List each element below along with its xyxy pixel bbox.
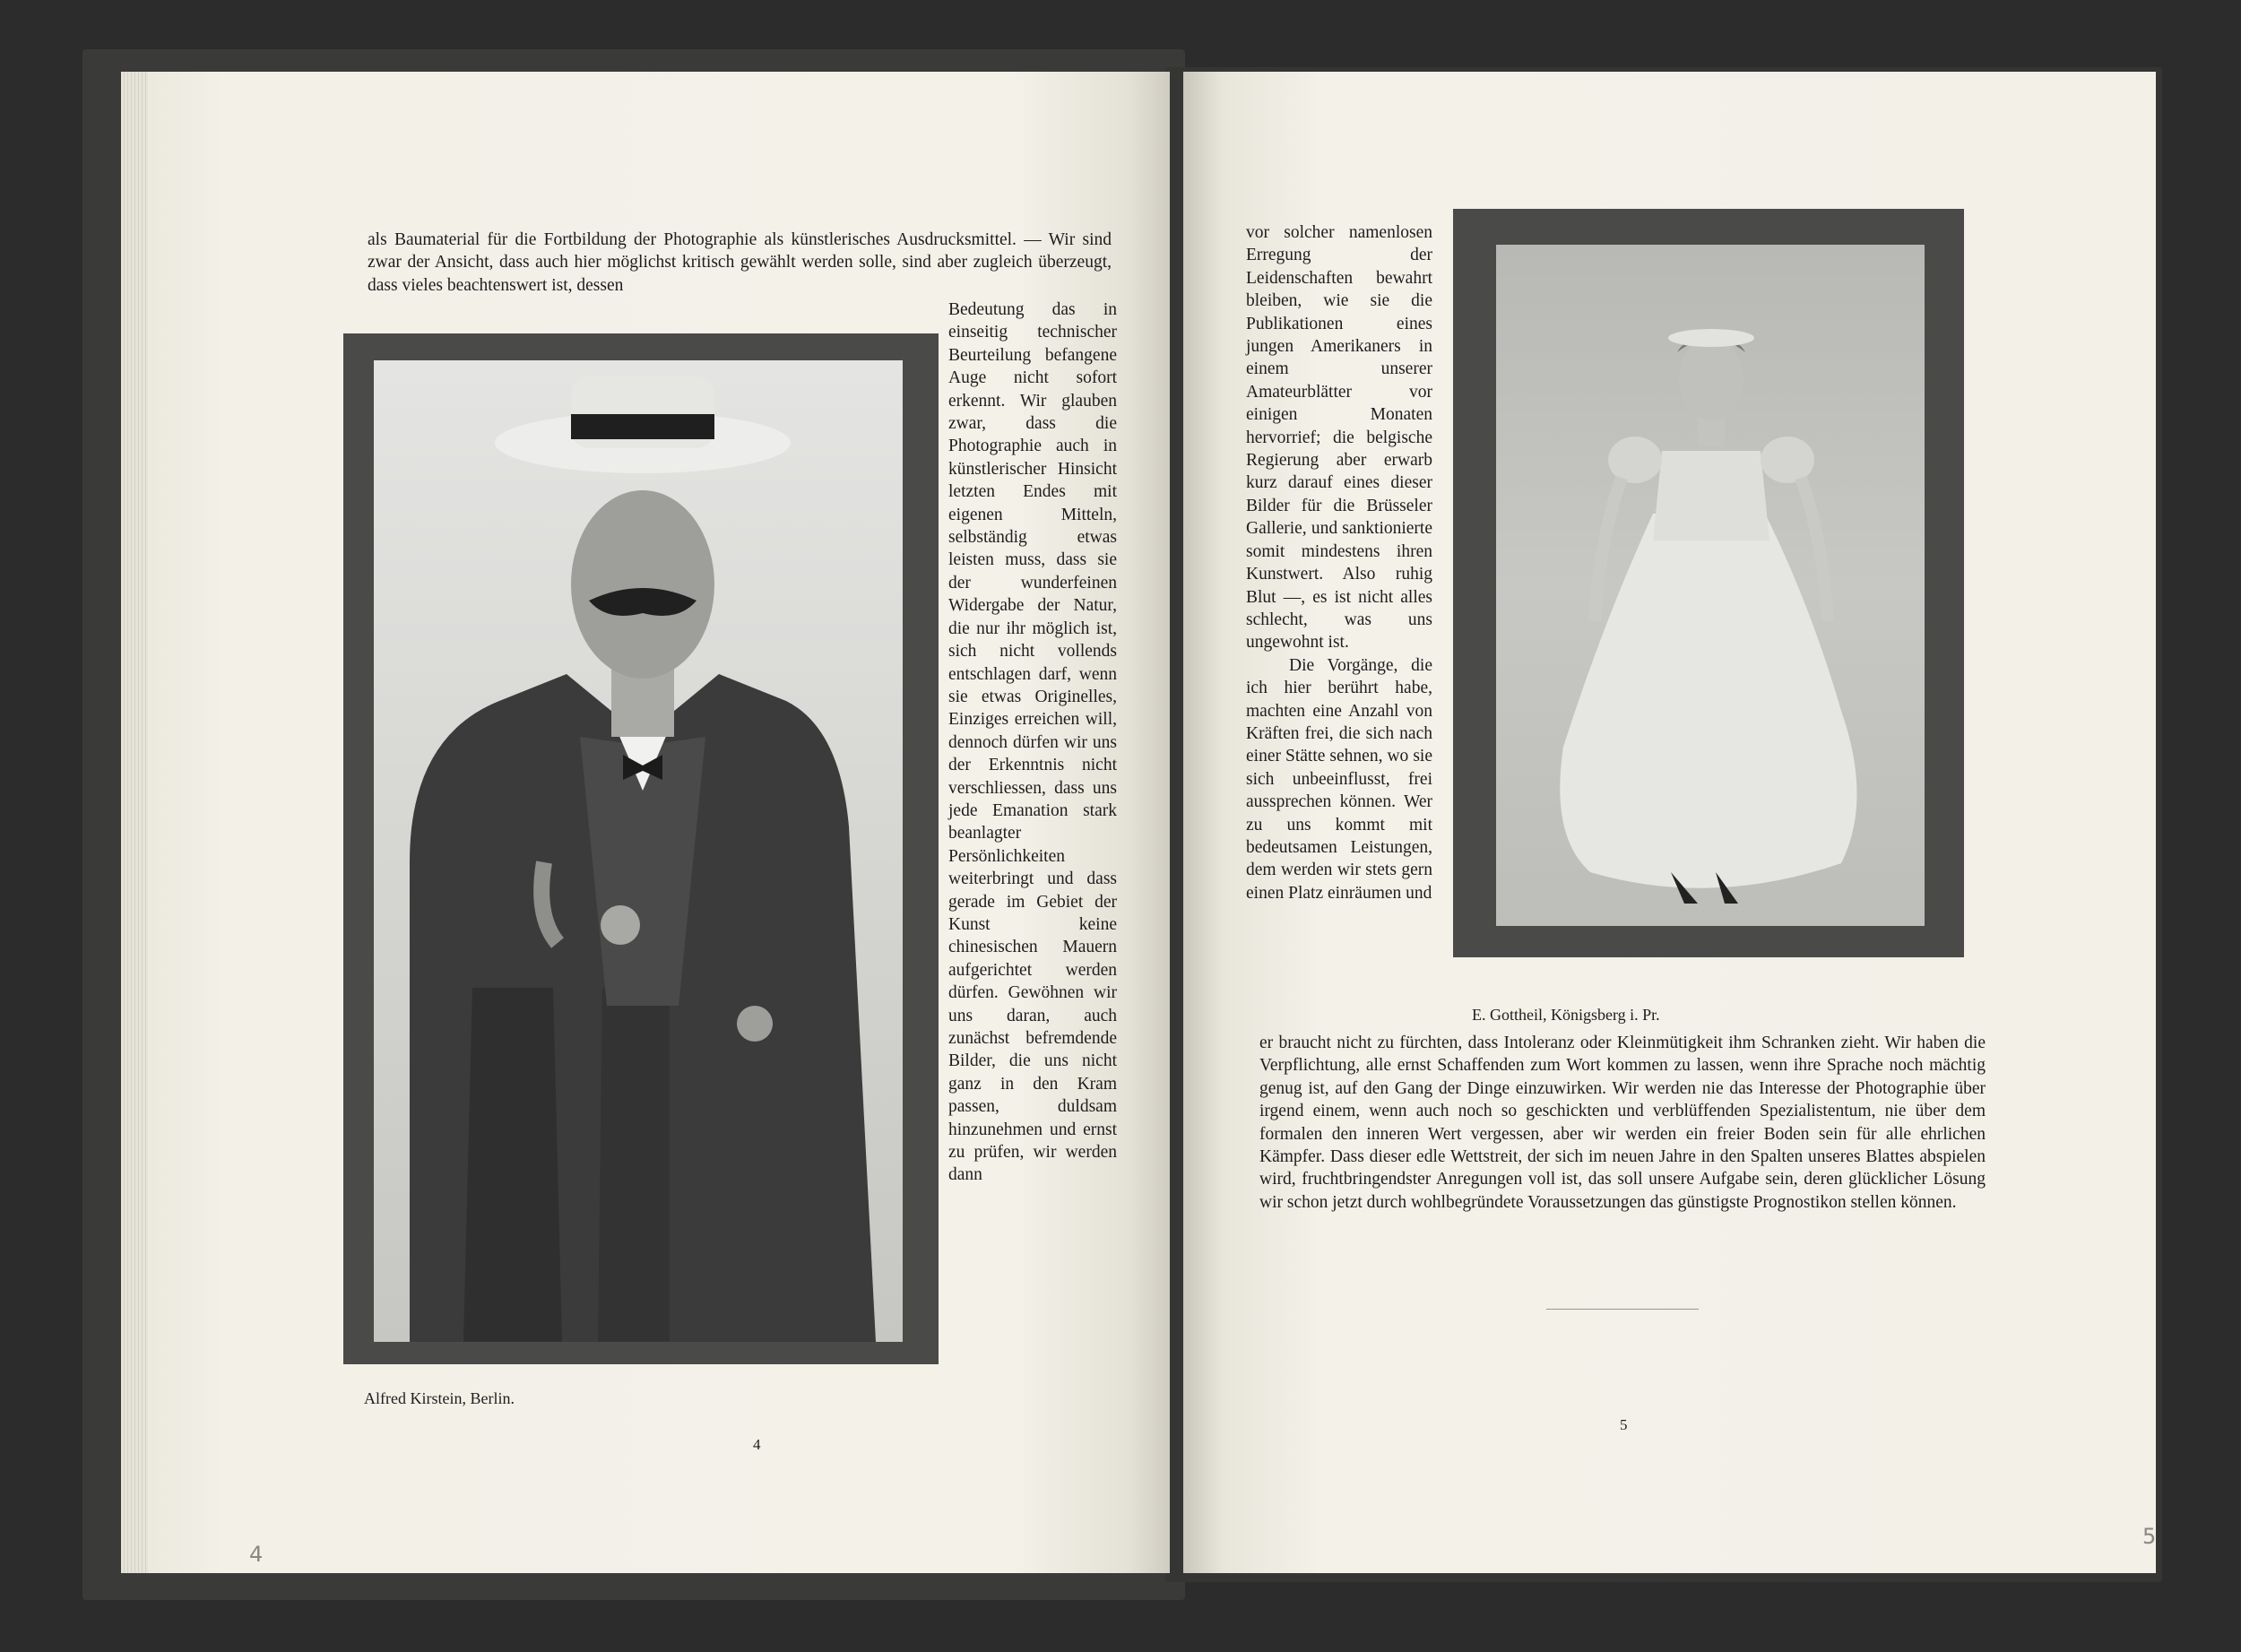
man-in-hat-illustration bbox=[374, 360, 903, 1342]
portrait-photo-frame-right bbox=[1453, 209, 1964, 957]
right-column-paragraph-1: vor solcher namenlosen Erregung der Leidenschaften bewahrt bleiben, wie sie die Publikationen eines jungen Amerikaners in einem unserer Amateurblätter vor einigen Monaten hervorrief; die belgische Regierung aber erwarb kurz darauf eines dieser Bilder für die Brüsseler Gallerie, und sanktionierte somit mindestens ihren Kunstwert. Also ruhig Blut —, es ist nicht alles schlecht, was uns ungewohnt ist. bbox=[1246, 223, 1432, 653]
right-bottom-text: er braucht nicht zu fürchten, dass Intoleranz oder Kleinmütigkeit ihm Schranken zieht. Wir haben die Verpflichtung, alle ernst Schaffenden zum Wort kommen zu lassen, wenn ihre Sprache noch mächtig genug ist, auf den Gang der Dinge einzuwirken. Wir werden nie das Interesse der Photographie über irgend einem, wenn auch noch so geschickten und verblüffenden Spezialistentum, nie über dem formalen den inneren Wert vergessen, aber wir werden ein freier Boden sein für alle ehrlichen Kämpfer. Dass dieser edle Wettstreit, der sich im neuen Jahre in den Spalten unseres Blattes abspielen wird, fruchtbringendster Anregungen voll ist, das soll unsere Aufgabe sein, deren glücklicher Lösung wir schon jetzt durch wohlbegründete Voraussetzungen das günstigste Prognostikon stellen können. bbox=[1259, 1034, 1986, 1212]
left-page-number: 4 bbox=[753, 1436, 761, 1453]
woman-in-gown-illustration bbox=[1496, 245, 1925, 926]
page-fore-edges bbox=[121, 72, 148, 1573]
right-pencil-mark: 5 bbox=[2142, 1524, 2157, 1549]
portrait-photo-frame-left bbox=[343, 333, 939, 1364]
right-column-text bbox=[1246, 221, 1432, 904]
left-photo-caption: Alfred Kirstein, Berlin. bbox=[364, 1389, 515, 1407]
left-column-text: Bedeutung das in einseitig technischer Beurteilung befangene Auge nicht sofort erkennt. Wir glauben zwar, dass die Photographie auch in künstlerischer Hinsicht letzten Endes mit eigenen Mitteln, selbständig etwas leisten muss, dass sie der wunderfeinen Widergabe der Natur, die nur ihr möglich ist, sich nicht vollends entschlagen darf, wenn sie etwas Originelles, Einziges erreichen will, dennoch dürfen wir uns der Erkenntnis nicht verschliessen, dass uns jede Emanation stark beanlagter Persönlichkeiten weiterbringt und dass gerade im Gebiet der Kunst keine chinesischen Mauern aufgerichtet werden dürfen. Gewöhnen wir uns daran, auch zunächst befremdende Bilder, die uns nicht ganz in den Kram passen, duldsam hinzunehmen und ernst zu prüfen, wir werden dann bbox=[948, 300, 1117, 1185]
left-intro-text: als Baumaterial für die Fortbildung der Photographie als künstlerisches Ausdrucksmittel. — Wir sind zwar der Ansicht, dass auch hier möglichst kritisch gewählt werden solle, sind aber zugleich überzeugt, dass vieles beachtenswert ist, dessen bbox=[368, 230, 1112, 295]
portrait-photo-man bbox=[374, 360, 903, 1342]
portrait-photo-woman bbox=[1496, 245, 1925, 926]
left-pencil-mark: 4 bbox=[249, 1542, 264, 1567]
right-photo-caption: E. Gottheil, Königsberg i. Pr. bbox=[1472, 1006, 1660, 1024]
section-divider-rule bbox=[1546, 1309, 1699, 1310]
right-page-number: 5 bbox=[1620, 1416, 1628, 1433]
right-column-paragraph-2: Die Vorgänge, die ich hier berührt habe, machten eine Anzahl von Kräften frei, die sich nach einer Stätte sehnen, wo sie sich unbeeinflusst, frei aussprechen können. Wer zu uns kommt mit bedeutsamen Leistungen, dem werden wir stets gern einen Platz einräumen und bbox=[1246, 655, 1432, 903]
